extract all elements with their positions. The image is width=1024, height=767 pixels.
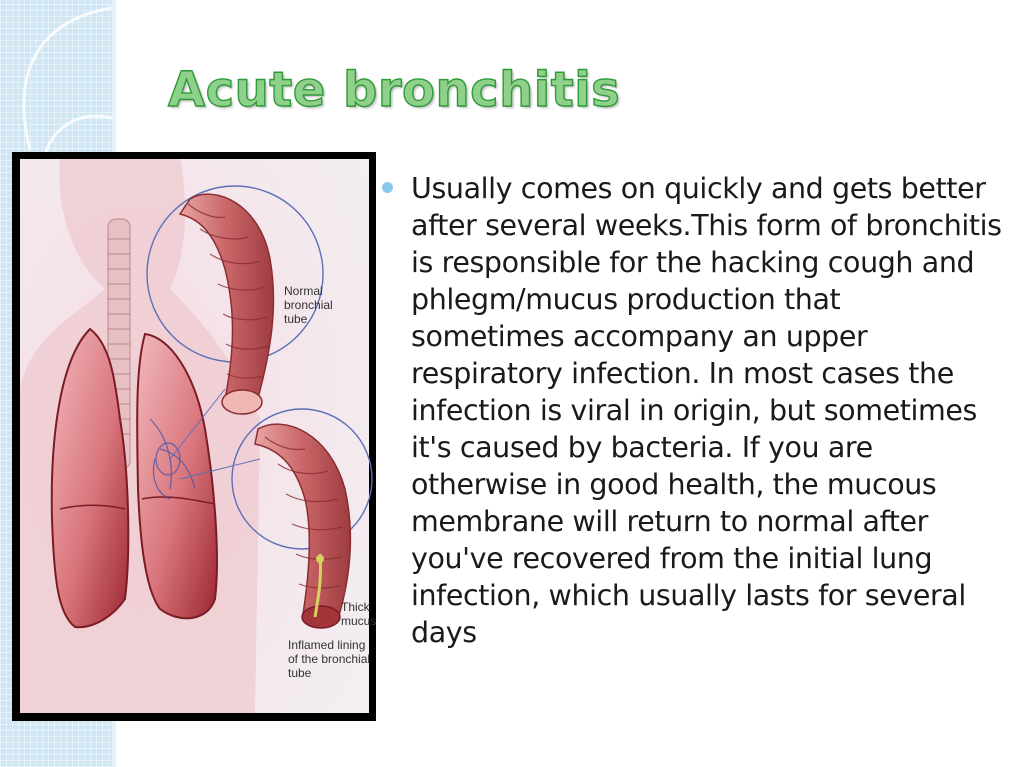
bullet-marker (382, 182, 393, 193)
label-inflamed-line2: of the bronchial (288, 652, 371, 666)
label-normal-line1: Normal (284, 284, 323, 298)
label-thick-line1: Thick (341, 600, 370, 614)
label-inflamed-line3: tube (288, 666, 312, 680)
bronchitis-illustration (12, 152, 376, 721)
bullet-text: Usually comes on quickly and gets better after several weeks.This form of bronchitis is responsible for the hacking cough and phlegm/mucus production that sometimes accompany an upper respiratory infection. In most cases the infection is viral in origin, but sometimes it's caused by bacteria. If you are otherwise in good health, the mucous membrane will return to normal after you've recovered from the initial lung infection, which usually lasts for several days (411, 172, 1002, 649)
slide-title: Acute bronchitis (168, 62, 621, 118)
label-thick-line2: mucus (341, 614, 377, 628)
label-normal-line3: tube (284, 312, 308, 326)
bullet-list (382, 170, 1002, 651)
label-inflamed-line1: Inflamed lining (288, 638, 366, 652)
label-normal-line2: bronchial (284, 298, 333, 312)
bronchitis-diagram (20, 159, 377, 713)
